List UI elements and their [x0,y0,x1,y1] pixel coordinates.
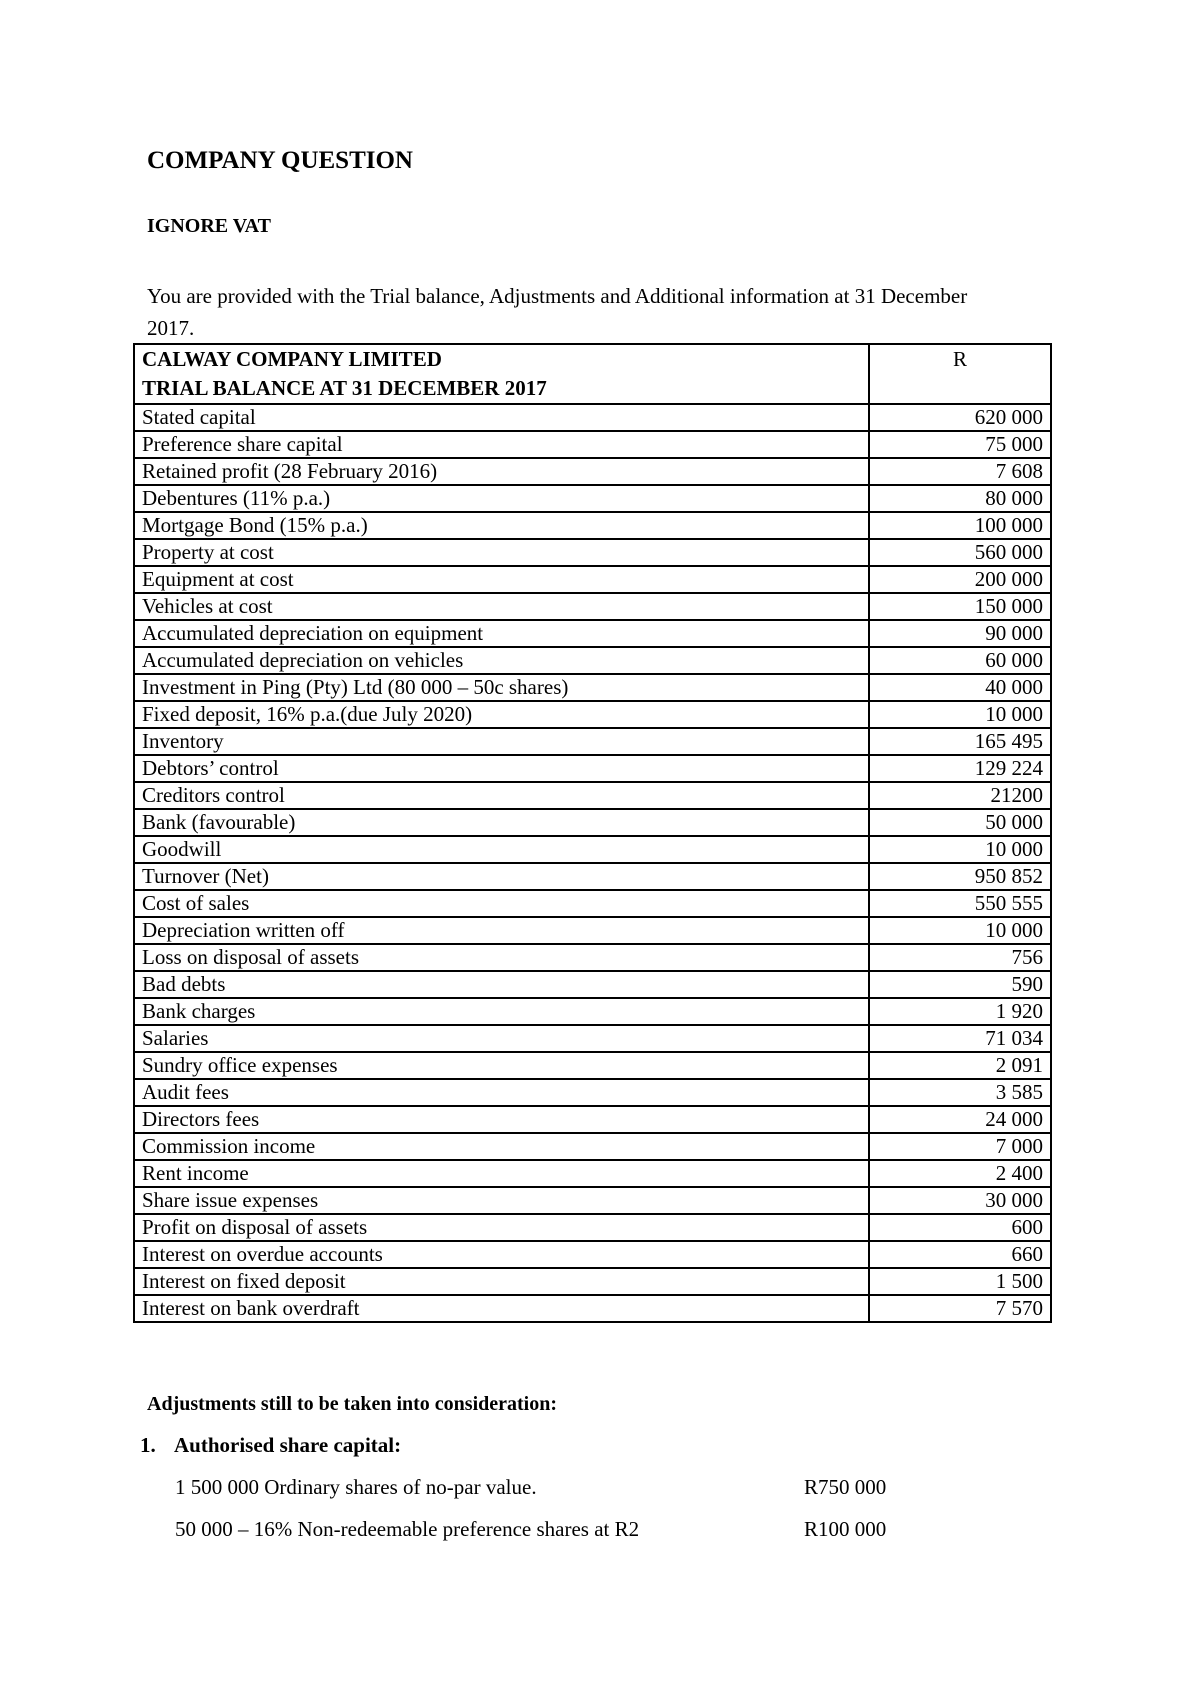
account-amount: 560 000 [869,539,1051,566]
account-name: Interest on overdue accounts [134,1241,869,1268]
table-row [134,593,1051,620]
table-row [134,1187,1051,1214]
table-row [134,1079,1051,1106]
account-name: Property at cost [134,539,869,566]
table-row [134,1106,1051,1133]
account-amount: 620 000 [869,404,1051,431]
table-heading-cell [134,344,869,404]
account-name: Debentures (11% p.a.) [134,485,869,512]
item-number: 1. [140,1433,156,1457]
share-line-ordinary [175,1475,887,1500]
account-name: Debtors’ control [134,755,869,782]
account-name: Audit fees [134,1079,869,1106]
account-amount: 7 608 [869,458,1051,485]
table-row [134,809,1051,836]
account-name: Loss on disposal of assets [134,944,869,971]
account-amount: 80 000 [869,485,1051,512]
account-amount: 90 000 [869,620,1051,647]
table-row [134,755,1051,782]
table-row [134,701,1051,728]
table-row [134,539,1051,566]
account-name: Turnover (Net) [134,863,869,890]
account-amount: 1 920 [869,998,1051,1025]
table-row [134,890,1051,917]
table-row [134,1268,1051,1295]
table-row [134,647,1051,674]
account-name: Bank (favourable) [134,809,869,836]
account-name: Goodwill [134,836,869,863]
table-header-row [134,344,1051,404]
account-amount: 10 000 [869,701,1051,728]
table-row [134,998,1051,1025]
account-amount: 100 000 [869,512,1051,539]
table-row [134,917,1051,944]
account-name: Interest on bank overdraft [134,1295,869,1322]
account-name: Depreciation written off [134,917,869,944]
account-name: Directors fees [134,1106,869,1133]
account-amount: 40 000 [869,674,1051,701]
share-amount: R750 000 [804,1475,887,1499]
account-name: Accumulated depreciation on vehicles [134,647,869,674]
account-amount: 3 585 [869,1079,1051,1106]
table-row [134,566,1051,593]
account-name: Commission income [134,1133,869,1160]
trial-balance-title: TRIAL BALANCE AT 31 DECEMBER 2017 [142,376,547,400]
account-name: Salaries [134,1025,869,1052]
share-description: 1 500 000 Ordinary shares of no-par value. [175,1475,537,1499]
table-row [134,1295,1051,1322]
share-description: 50 000 – 16% Non-redeemable preference shares at R2 [175,1517,640,1541]
account-name: Rent income [134,1160,869,1187]
account-name: Bad debts [134,971,869,998]
account-name: Cost of sales [134,890,869,917]
table-row [134,1025,1051,1052]
subheading: IGNORE VAT [147,215,271,237]
table-row [134,620,1051,647]
table-row [134,674,1051,701]
intro-paragraph: You are provided with the Trial balance, Adjustments and Additional information at 31 December 2017. [147,284,968,340]
account-name: Vehicles at cost [134,593,869,620]
account-amount: 75 000 [869,431,1051,458]
account-amount: 71 034 [869,1025,1051,1052]
table-row [134,971,1051,998]
account-amount: 165 495 [869,728,1051,755]
table-row [134,431,1051,458]
account-name: Investment in Ping (Pty) Ltd (80 000 – 50c shares) [134,674,869,701]
adjustments-title: Adjustments still to be taken into consideration: [147,1393,558,1415]
table-row [134,944,1051,971]
table-row [134,404,1051,431]
account-amount: 2 400 [869,1160,1051,1187]
account-name: Retained profit (28 February 2016) [134,458,869,485]
account-amount: 24 000 [869,1106,1051,1133]
account-name: Interest on fixed deposit [134,1268,869,1295]
account-amount: 10 000 [869,836,1051,863]
account-name: Preference share capital [134,431,869,458]
account-amount: 60 000 [869,647,1051,674]
account-amount: 7 000 [869,1133,1051,1160]
account-amount: 590 [869,971,1051,998]
currency-header: R [869,344,1051,404]
account-amount: 7 570 [869,1295,1051,1322]
account-name: Sundry office expenses [134,1052,869,1079]
account-amount: 129 224 [869,755,1051,782]
account-amount: 150 000 [869,593,1051,620]
table-row [134,863,1051,890]
page-title: COMPANY QUESTION [147,147,413,174]
table-row [134,458,1051,485]
account-name: Creditors control [134,782,869,809]
account-amount: 660 [869,1241,1051,1268]
table-row [134,1214,1051,1241]
table-row [134,1160,1051,1187]
account-amount: 21200 [869,782,1051,809]
account-name: Inventory [134,728,869,755]
share-amount: R100 000 [804,1517,887,1541]
account-amount: 200 000 [869,566,1051,593]
item-title: Authorised share capital: [174,1433,402,1457]
table-row [134,728,1051,755]
company-name: CALWAY COMPANY LIMITED [142,347,442,371]
account-amount: 1 500 [869,1268,1051,1295]
account-name: Profit on disposal of assets [134,1214,869,1241]
account-name: Mortgage Bond (15% p.a.) [134,512,869,539]
table-row [134,512,1051,539]
account-amount: 50 000 [869,809,1051,836]
table-row [134,836,1051,863]
account-name: Equipment at cost [134,566,869,593]
account-amount: 600 [869,1214,1051,1241]
account-amount: 950 852 [869,863,1051,890]
adjustment-item-1 [140,1433,401,1458]
account-amount: 550 555 [869,890,1051,917]
table-row [134,1133,1051,1160]
share-line-preference [175,1517,887,1542]
trial-balance-table [133,343,1052,1323]
account-amount: 30 000 [869,1187,1051,1214]
table-row [134,485,1051,512]
account-amount: 10 000 [869,917,1051,944]
account-amount: 2 091 [869,1052,1051,1079]
account-name: Fixed deposit, 16% p.a.(due July 2020) [134,701,869,728]
table-row [134,1241,1051,1268]
account-name: Stated capital [134,404,869,431]
account-name: Accumulated depreciation on equipment [134,620,869,647]
table-row [134,1052,1051,1079]
account-name: Bank charges [134,998,869,1025]
account-amount: 756 [869,944,1051,971]
table-row [134,782,1051,809]
account-name: Share issue expenses [134,1187,869,1214]
